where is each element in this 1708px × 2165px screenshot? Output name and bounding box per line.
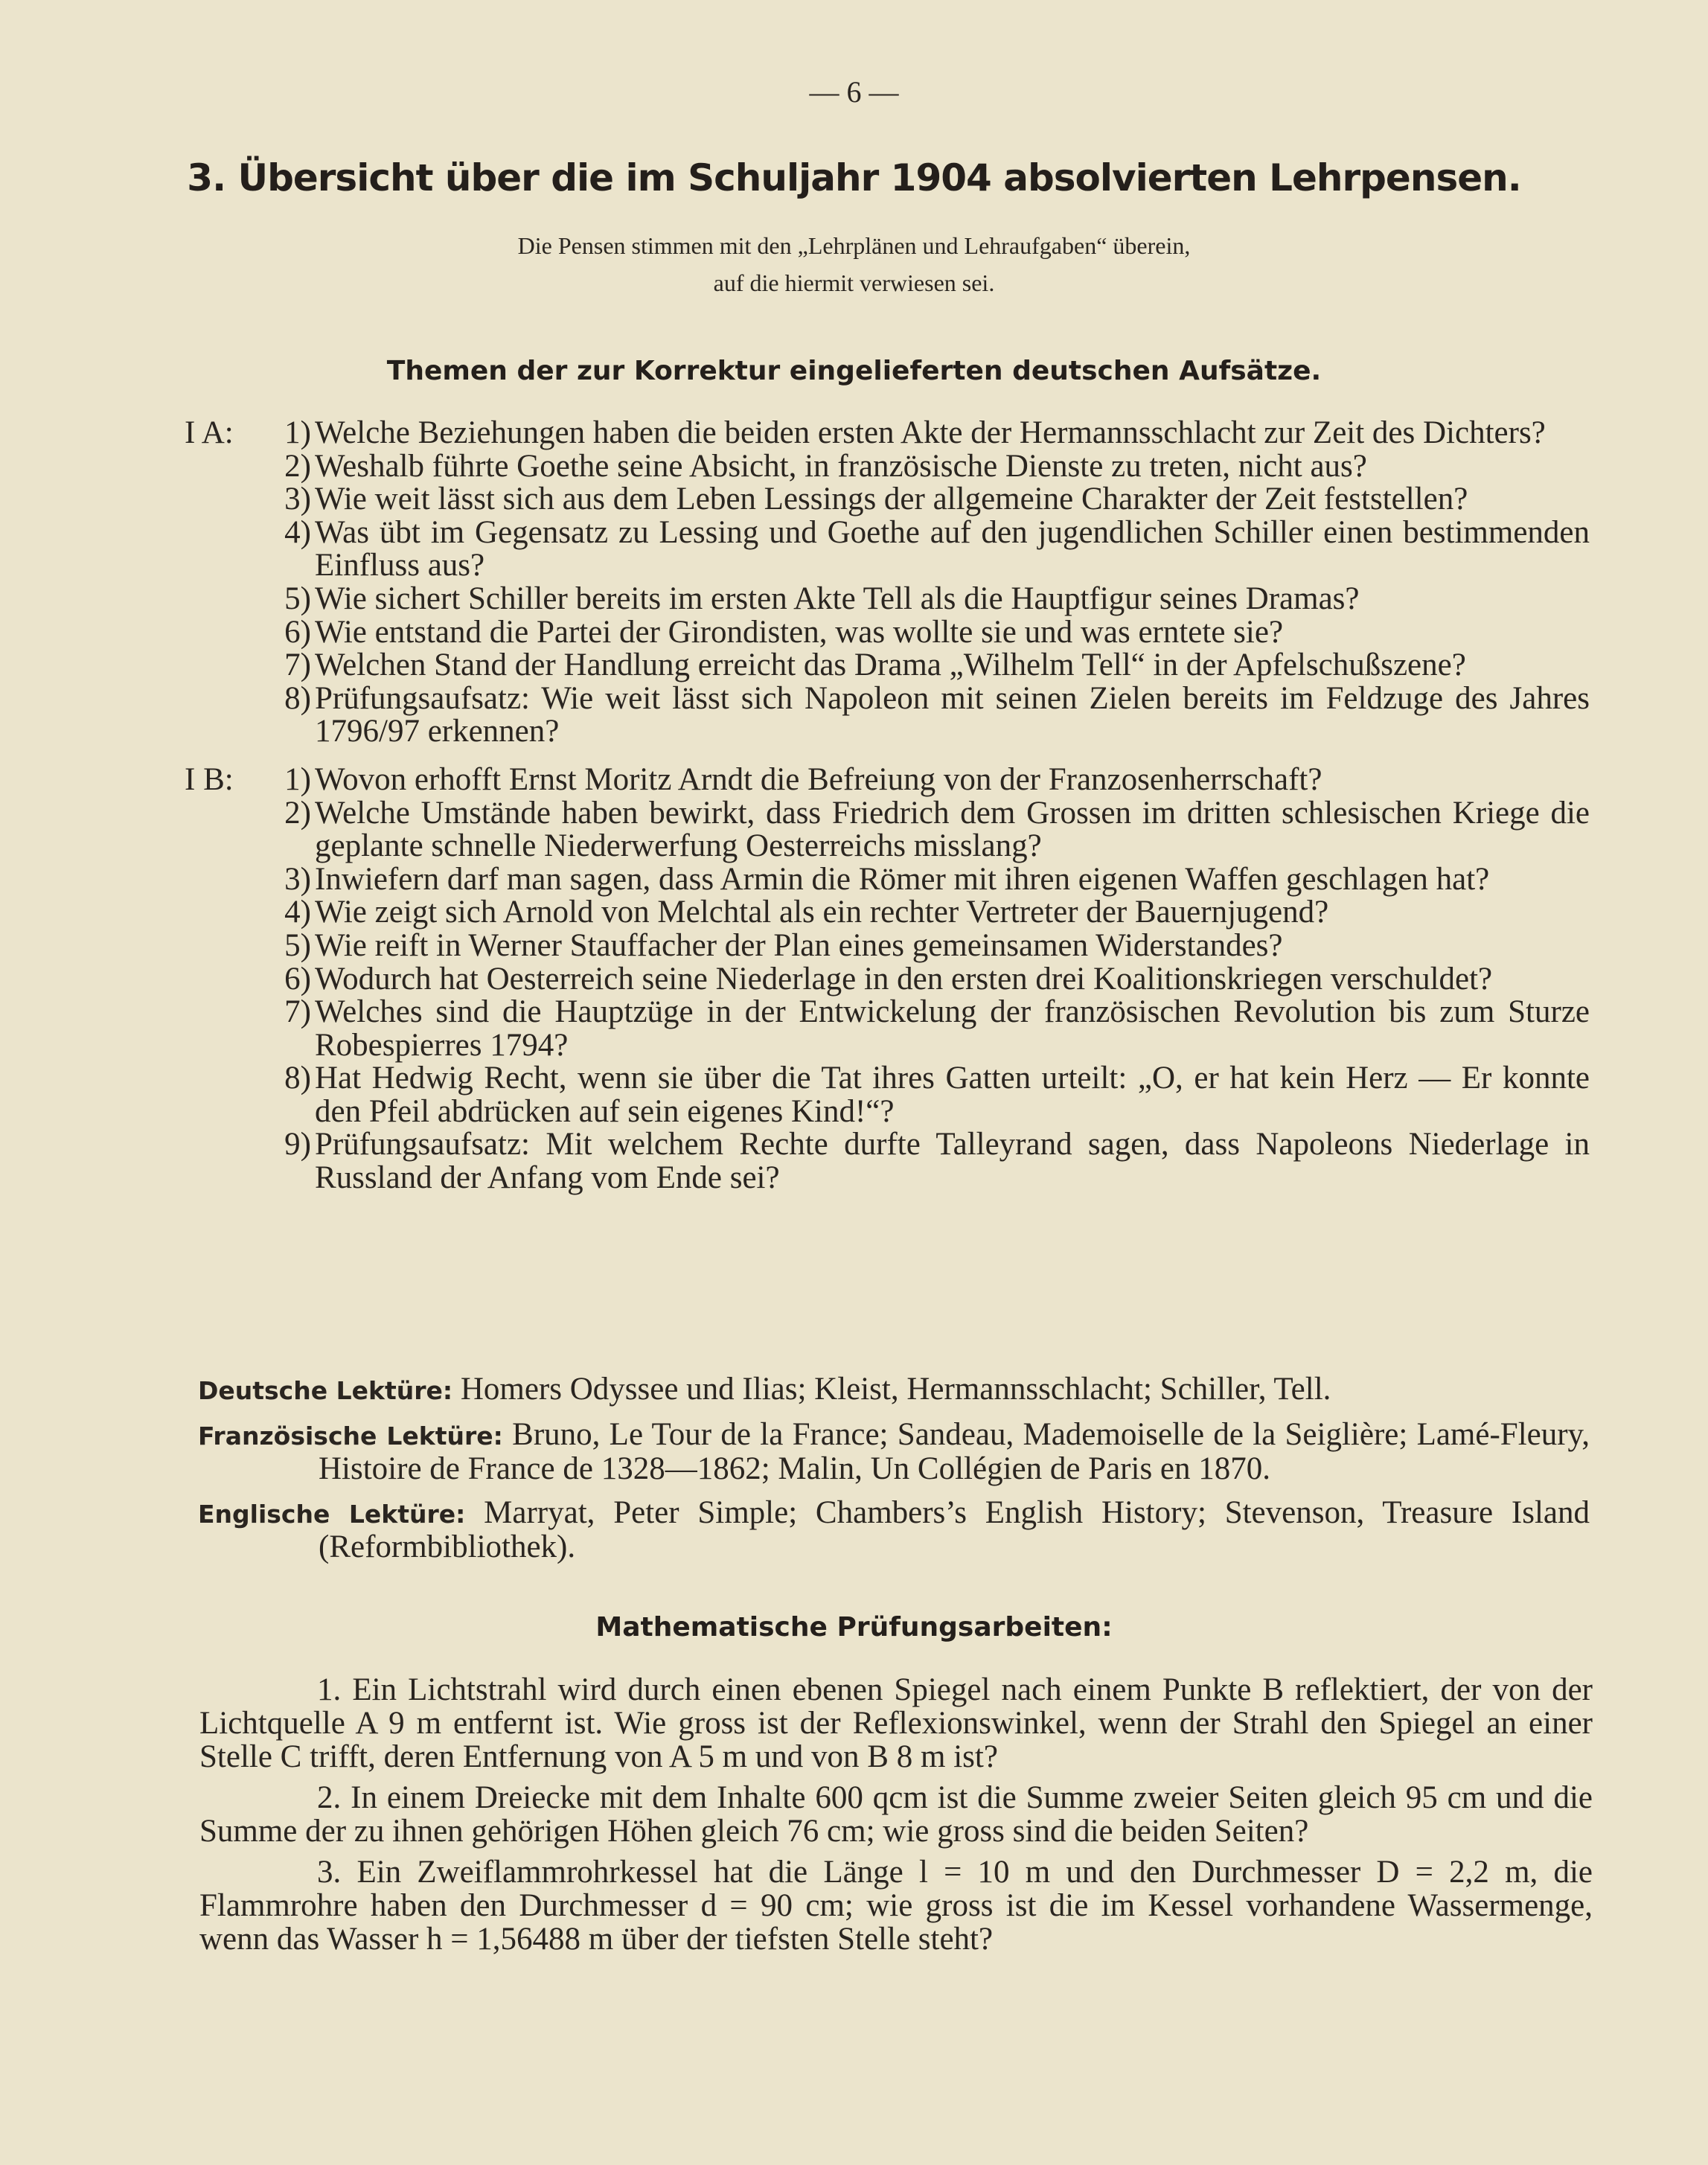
list-item xyxy=(185,483,1590,517)
page-number: — 6 — xyxy=(809,75,899,109)
item-number: 4) xyxy=(284,895,311,930)
reading-english xyxy=(198,1494,1590,1565)
item-number: 8) xyxy=(284,680,311,716)
reading-text: Bruno, Le Tour de la France; Sandeau, Mademoiselle de la Seiglière; Lamé-Fleury, Histoire de France de 1328—1862; Malin, Un Collégien de Paris en 1870. xyxy=(319,1416,1590,1487)
essays-heading: Themen der zur Korrektur eingelieferten deutschen Aufsätze. xyxy=(386,356,1322,386)
item-text: Hat Hedwig Recht, wenn sie über die Tat ihres Gatten urteilt: „O, er hat kein Herz — Er konnte den Pfeil abdrücken auf sein eigenes Kind!“? xyxy=(315,1061,1590,1129)
reading-label: Englische Lektüre: xyxy=(198,1499,466,1529)
group-label: I B: xyxy=(185,761,234,797)
item-text: Wie weit lässt sich aus dem Leben Lessings der allgemeine Charakter der Zeit feststellen? xyxy=(315,482,1468,517)
intro-text xyxy=(0,227,1708,301)
item-text: Welche Beziehungen haben die beiden ersten Akte der Hermannsschlacht zur Zeit des Dichters? xyxy=(315,415,1546,450)
item-number: 3) xyxy=(284,482,311,517)
essay-list xyxy=(185,417,1590,1195)
item-number: 7) xyxy=(284,647,311,683)
item-number: 6) xyxy=(284,961,311,997)
item-text: Wodurch hat Oesterreich seine Niederlage in den ersten drei Koalitionskriegen verschuldet? xyxy=(315,961,1493,997)
reading-label: Französische Lektüre: xyxy=(198,1421,503,1451)
item-text: Welche Umstände haben bewirkt, dass Friedrich dem Grossen im dritten schlesischen Kriege die geplante schnelle Niederwerfung Oesterreichs misslang? xyxy=(315,795,1590,864)
list-item xyxy=(185,963,1590,997)
math-problem: 3. Ein Zweiflammrohrkessel hat die Länge l = 10 m und den Durchmesser D = 2,2 m, die Flammrohre haben den Durchmesser d = 90 cm; wie gross ist die im Kessel vorhandene Wassermenge, wenn das Wasser h = 1,56488 m über der tiefsten Stelle steht? xyxy=(199,1855,1593,1957)
item-text: Wovon erhofft Ernst Moritz Arndt die Befreiung von der Franzosenherrschaft? xyxy=(315,761,1322,797)
item-number: 5) xyxy=(284,927,311,963)
reading-french xyxy=(198,1416,1590,1487)
item-text: Weshalb führte Goethe seine Absicht, in französische Dienste zu treten, nicht aus? xyxy=(315,448,1367,484)
item-number: 8) xyxy=(284,1061,311,1096)
item-number: 2) xyxy=(284,795,311,831)
item-number: 9) xyxy=(284,1127,311,1163)
item-number: 5) xyxy=(284,581,311,616)
math-problem: 2. In einem Dreiecke mit dem Inhalte 600 qcm ist die Summe zweier Seiten gleich 95 cm und die Summe der zu ihnen gehörigen Höhen gleich 76 cm; wie gross sind die beiden Seiten? xyxy=(199,1780,1593,1849)
list-item xyxy=(185,927,1590,963)
page-title: 3. Übersicht über die im Schuljahr 1904 absolvierten Lehrpensen. xyxy=(187,156,1521,199)
item-text: Was übt im Gegensatz zu Lessing und Goethe auf den jugendlichen Schiller einen bestimmenden Einfluss aus? xyxy=(315,514,1590,583)
essay-group-ia xyxy=(185,417,1590,749)
reading-german xyxy=(198,1373,1590,1408)
item-number: 3) xyxy=(284,861,311,897)
essay-group-ib xyxy=(185,761,1590,1196)
math-heading: Mathematische Prüfungsarbeiten: xyxy=(595,1612,1113,1643)
item-text: Wie sichert Schiller bereits im ersten Akte Tell als die Hauptfigur seines Dramas? xyxy=(315,581,1360,616)
intro-line-2: auf die hiermit verwiesen sei. xyxy=(713,269,995,296)
list-item xyxy=(185,996,1590,1062)
list-item xyxy=(185,583,1590,616)
list-item xyxy=(185,863,1590,897)
list-item xyxy=(185,761,1590,797)
item-text: Wie entstand die Partei der Girondisten, was wollte sie und was erntete sie? xyxy=(315,614,1284,650)
group-label: I A: xyxy=(185,415,234,450)
list-item xyxy=(185,1128,1590,1195)
intro-line-1: Die Pensen stimmen mit den „Lehrplänen und Lehraufgaben“ überein, xyxy=(517,232,1191,259)
reading-text: Marryat, Peter Simple; Chambers’s English History; Stevenson, Treasure Island (Reformbibliothek). xyxy=(319,1494,1590,1565)
list-item xyxy=(185,682,1590,749)
item-number: 1) xyxy=(284,415,311,450)
item-number: 4) xyxy=(284,514,311,550)
list-item xyxy=(185,450,1590,484)
item-text: Welches sind die Hauptzüge in der Entwickelung der französischen Revolution bis zum Sturze Robespierres 1794? xyxy=(315,994,1590,1063)
reading-text: Homers Odyssee und Ilias; Kleist, Hermannsschlacht; Schiller, Tell. xyxy=(460,1372,1331,1407)
item-text: Wie zeigt sich Arnold von Melchtal als ein rechter Vertreter der Bauernjugend? xyxy=(315,895,1329,930)
item-number: 7) xyxy=(284,994,311,1030)
list-item xyxy=(185,514,1590,583)
reading-label: Deutsche Lektüre: xyxy=(198,1376,453,1405)
item-number: 6) xyxy=(284,614,311,650)
item-text: Prüfungsaufsatz: Mit welchem Rechte durfte Talleyrand sagen, dass Napoleons Niederlage in Russland der Anfang vom Ende sei? xyxy=(315,1127,1590,1196)
math-problems xyxy=(199,1673,1593,1956)
list-item xyxy=(185,616,1590,650)
list-item xyxy=(185,649,1590,682)
list-item xyxy=(185,797,1590,863)
list-item xyxy=(185,1062,1590,1128)
item-text: Welchen Stand der Handlung erreicht das Drama „Wilhelm Tell“ in der Apfelschußszene? xyxy=(315,647,1466,683)
reading-list xyxy=(185,1373,1590,1564)
math-problem: 1. Ein Lichtstrahl wird durch einen ebenen Spiegel nach einem Punkte B reflektiert, der von der Lichtquelle A 9 m entfernt ist. Wie gross ist der Reflexionswinkel, wenn der Strahl den Spiegel an einer Stelle C trifft, deren Entfernung von A 5 m und von B 8 m ist? xyxy=(199,1672,1593,1774)
item-text: Inwiefern darf man sagen, dass Armin die Römer mit ihren eigenen Waffen geschlagen hat? xyxy=(315,861,1490,897)
item-text: Wie reift in Werner Stauffacher der Plan eines gemeinsamen Widerstandes? xyxy=(315,927,1283,963)
list-item xyxy=(185,896,1590,930)
item-number: 1) xyxy=(284,761,311,797)
item-text: Prüfungsaufsatz: Wie weit lässt sich Napoleon mit seinen Zielen bereits im Feldzuge des Jahres 1796/97 erkennen? xyxy=(315,680,1590,749)
list-item xyxy=(185,417,1590,450)
item-number: 2) xyxy=(284,448,311,484)
